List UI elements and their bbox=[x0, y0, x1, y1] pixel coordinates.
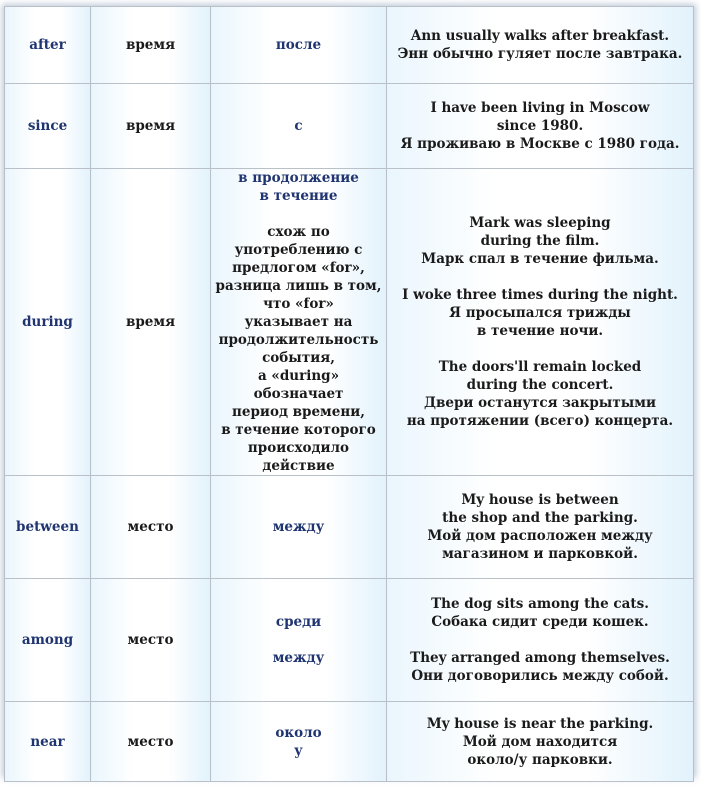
example-line: на протяжении (всего) концерта. bbox=[406, 413, 674, 429]
table-row bbox=[5, 702, 694, 782]
usage-note-line: в течение которого bbox=[221, 422, 376, 438]
example-line: Mark was sleeping bbox=[469, 215, 611, 231]
usage-note-line: период времени, bbox=[232, 404, 365, 420]
example-line: магазином и парковкой. bbox=[442, 546, 638, 562]
translation-text: среди bbox=[275, 614, 322, 630]
preposition-cell: after bbox=[5, 7, 91, 84]
example-cell bbox=[387, 84, 694, 169]
prepositions-table-frame bbox=[4, 6, 694, 776]
example-line: They arranged among themselves. bbox=[410, 650, 670, 666]
translation-text: после bbox=[275, 37, 322, 53]
preposition-cell: since bbox=[5, 84, 91, 169]
usage-note-line: разница лишь в том, bbox=[215, 278, 382, 294]
example-line: Ann usually walks after breakfast. bbox=[410, 28, 670, 44]
translation-text: в продолжение bbox=[238, 170, 359, 186]
usage-note-line: продолжительность bbox=[218, 332, 379, 348]
example-cell bbox=[387, 169, 694, 476]
usage-note-line: указывает на bbox=[244, 314, 353, 330]
table-row bbox=[5, 169, 694, 476]
example-line: Двери останутся закрытыми bbox=[424, 395, 656, 411]
usage-type-cell: место bbox=[91, 476, 211, 579]
example-line: I woke three times during the night. bbox=[402, 287, 678, 303]
usage-type-cell: время bbox=[91, 7, 211, 84]
usage-type-cell: время bbox=[91, 169, 211, 476]
example-line: Собака сидит среди кошек. bbox=[431, 614, 649, 630]
prepositions-table bbox=[4, 6, 694, 782]
table-row bbox=[5, 7, 694, 84]
example-line: My house is near the parking. bbox=[426, 715, 654, 732]
usage-note-line: схож по bbox=[267, 224, 330, 240]
example-line: Марк спал в течение фильма. bbox=[421, 251, 659, 267]
usage-note-line: употреблению с bbox=[234, 242, 363, 258]
translation-text: между bbox=[272, 519, 325, 535]
example-cell bbox=[387, 702, 694, 782]
example-line: during the concert. bbox=[466, 377, 614, 393]
example-cell bbox=[387, 476, 694, 579]
example-line: Я просыпался трижды bbox=[449, 305, 631, 321]
usage-type-cell: место bbox=[91, 579, 211, 702]
translation-cell bbox=[211, 476, 387, 579]
translation-text: с bbox=[294, 118, 303, 134]
usage-note-line: происходило действие bbox=[247, 440, 350, 474]
example-line: Энн обычно гуляет после завтрака. bbox=[397, 46, 683, 62]
table-row bbox=[5, 579, 694, 702]
example-line: Мой дом расположен между bbox=[427, 528, 653, 544]
example-line: since 1980. bbox=[496, 118, 584, 134]
example-line: I have been living in Moscow bbox=[430, 100, 650, 116]
table-row bbox=[5, 84, 694, 169]
translation-cell bbox=[211, 702, 387, 782]
usage-type-cell: место bbox=[91, 702, 211, 782]
usage-note-line: а «during» обозначает bbox=[253, 368, 344, 402]
example-cell bbox=[387, 579, 694, 702]
translation-text: у bbox=[294, 742, 303, 759]
translation-text: около bbox=[275, 724, 322, 741]
example-line: Они договорились между собой. bbox=[411, 668, 669, 684]
translation-cell bbox=[211, 579, 387, 702]
example-line: The doors'll remain locked bbox=[438, 359, 642, 375]
usage-type-cell: время bbox=[91, 84, 211, 169]
usage-note-line: предлогом «for», bbox=[232, 260, 365, 276]
translation-text: между bbox=[272, 650, 325, 666]
preposition-cell: during bbox=[5, 169, 91, 476]
example-line: My house is between bbox=[461, 492, 619, 508]
translation-cell bbox=[211, 84, 387, 169]
example-line: около/у парковки. bbox=[467, 751, 613, 768]
example-cell bbox=[387, 7, 694, 84]
usage-note-line: что «for» bbox=[263, 296, 334, 312]
example-line: в течение ночи. bbox=[476, 323, 604, 339]
usage-note-line: события, bbox=[262, 350, 335, 366]
preposition-cell: among bbox=[5, 579, 91, 702]
example-line: Я проживаю в Москве с 1980 года. bbox=[400, 136, 680, 152]
example-line: the shop and the parking. bbox=[442, 510, 638, 526]
preposition-cell: between bbox=[5, 476, 91, 579]
example-line: The dog sits among the cats. bbox=[431, 596, 649, 612]
translation-text: в течение bbox=[259, 188, 338, 204]
example-line: Мой дом находится bbox=[462, 733, 618, 750]
example-line: during the film. bbox=[480, 233, 600, 249]
preposition-cell: near bbox=[5, 702, 91, 782]
translation-cell bbox=[211, 7, 387, 84]
translation-cell bbox=[211, 169, 387, 476]
table-row bbox=[5, 476, 694, 579]
